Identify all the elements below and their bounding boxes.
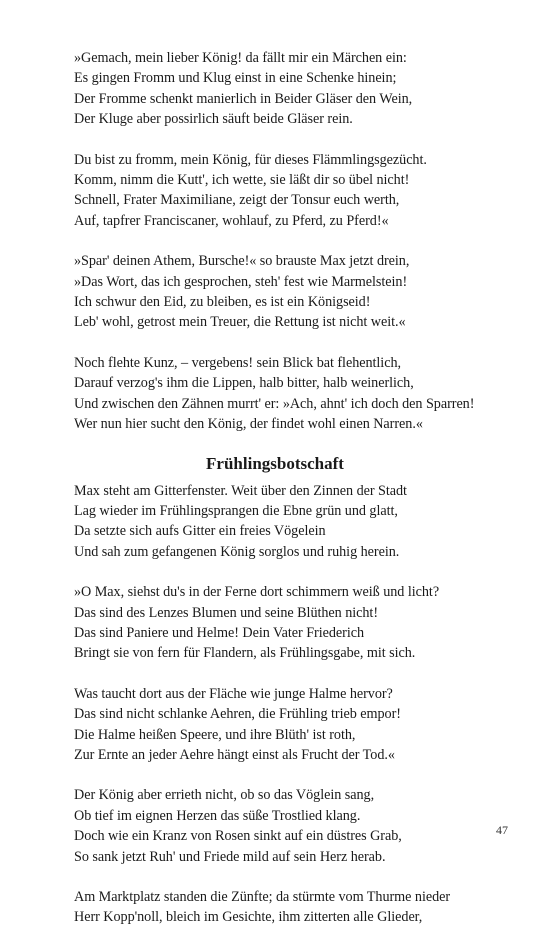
verse-line: Das sind nicht schlanke Aehren, die Frühling trieb empor! [74, 706, 401, 723]
verse-line: Was taucht dort aus der Fläche wie junge Halme hervor? [74, 685, 393, 702]
verse-line: Zur Ernte an jeder Aehre hängt einst als Frucht der Tod.« [74, 746, 395, 763]
verse-line: Das sind Paniere und Helme! Dein Vater Friederich [74, 624, 365, 641]
verse-line: Der Fromme schenkt manierlich in Beider Gläser den Wein, [74, 90, 413, 107]
stanza [74, 785, 534, 867]
verse-line: Die Halme heißen Speere, und ihre Blüth' ist roth, [74, 726, 356, 743]
verse-line: »O Max, siehst du's in der Ferne dort schimmern weiß und licht? [74, 584, 440, 601]
verse-line: Doch wie ein Kranz von Rosen sinkt auf ein düstres Grab, [74, 828, 402, 845]
stanza [74, 150, 534, 232]
verse-line: Schnell, Frater Maximiliane, zeigt der Tonsur euch werth, [74, 192, 400, 209]
verse-line: Das sind des Lenzes Blumen und seine Blüthen nicht! [74, 604, 378, 621]
verse-line: Leb' wohl, getrost mein Treuer, die Rettung ist nicht weit.« [74, 314, 406, 331]
stanza [74, 353, 534, 435]
verse-line: Und sah zum gefangenen König sorglos und ruhig herein. [74, 543, 400, 560]
verse-line: Lag wieder im Frühlingsprangen die Ebne grün und glatt, [74, 502, 398, 519]
stanza [74, 582, 534, 664]
verse-line: Und zwischen den Zähnen murrt' er: »Ach, ahnt' ich doch den Sparren! [74, 395, 475, 412]
verse-line: »Spar' deinen Athem, Bursche!« so brauste Max jetzt drein, [74, 253, 410, 270]
verse-line: Noch flehte Kunz, – vergebens! sein Blick bat flehentlich, [74, 354, 401, 371]
verse-line: Max steht am Gitterfenster. Weit über den Zinnen der Stadt [74, 482, 407, 499]
verse-line: Du bist zu fromm, mein König, für dieses Flämmlingsgezücht. [74, 151, 427, 168]
poem-text [74, 48, 534, 948]
verse-line: Darauf verzog's ihm die Lippen, halb bitter, halb weinerlich, [74, 375, 414, 392]
stanza [74, 887, 534, 928]
verse-line: Ob tief im eignen Herzen das süße Trostlied klang. [74, 807, 361, 824]
verse-line: Es gingen Fromm und Klug einst in eine Schenke hinein; [74, 70, 397, 87]
verse-line: Der Kluge aber possirlich säuft beide Gläser rein. [74, 111, 353, 128]
verse-line: Bringt sie von fern für Flandern, als Frühlingsgabe, mit sich. [74, 645, 416, 662]
verse-line: Auf, tapfrer Franciscaner, wohlauf, zu Pferd, zu Pferd!« [74, 212, 389, 229]
verse-line: »Gemach, mein lieber König! da fällt mir ein Märchen ein: [74, 50, 407, 66]
verse-line: So sank jetzt Ruh' und Friede mild auf sein Herz herab. [74, 848, 386, 865]
page-number: 47 [496, 823, 508, 837]
verse-line: Herr Kopp'noll, bleich im Gesichte, ihm zitterten alle Glieder, [74, 909, 423, 926]
verse-line: Da setzte sich aufs Gitter ein freies Vögelein [74, 523, 326, 540]
stanza [74, 48, 534, 130]
verse-line: »Das Wort, das ich gesprochen, steh' fest wie Marmelstein! [74, 273, 408, 290]
stanza [74, 684, 534, 766]
verse-line: Am Marktplatz standen die Zünfte; da stürmte vom Thurme nieder [74, 889, 451, 905]
stanza [74, 481, 534, 563]
stanza [74, 251, 534, 333]
verse-line: Komm, nimm die Kutt', ich wette, sie läßt dir so übel nicht! [74, 172, 410, 189]
verse-line: Der König aber errieth nicht, ob so das Vöglein sang, [74, 787, 375, 804]
verse-line: Wer nun hier sucht den König, der findet wohl einen Narren.« [74, 416, 423, 433]
verse-line: Ich schwur den Eid, zu bleiben, es ist ein Königseid! [74, 294, 371, 311]
poem-heading: Frühlingsbotschaft [206, 453, 344, 473]
